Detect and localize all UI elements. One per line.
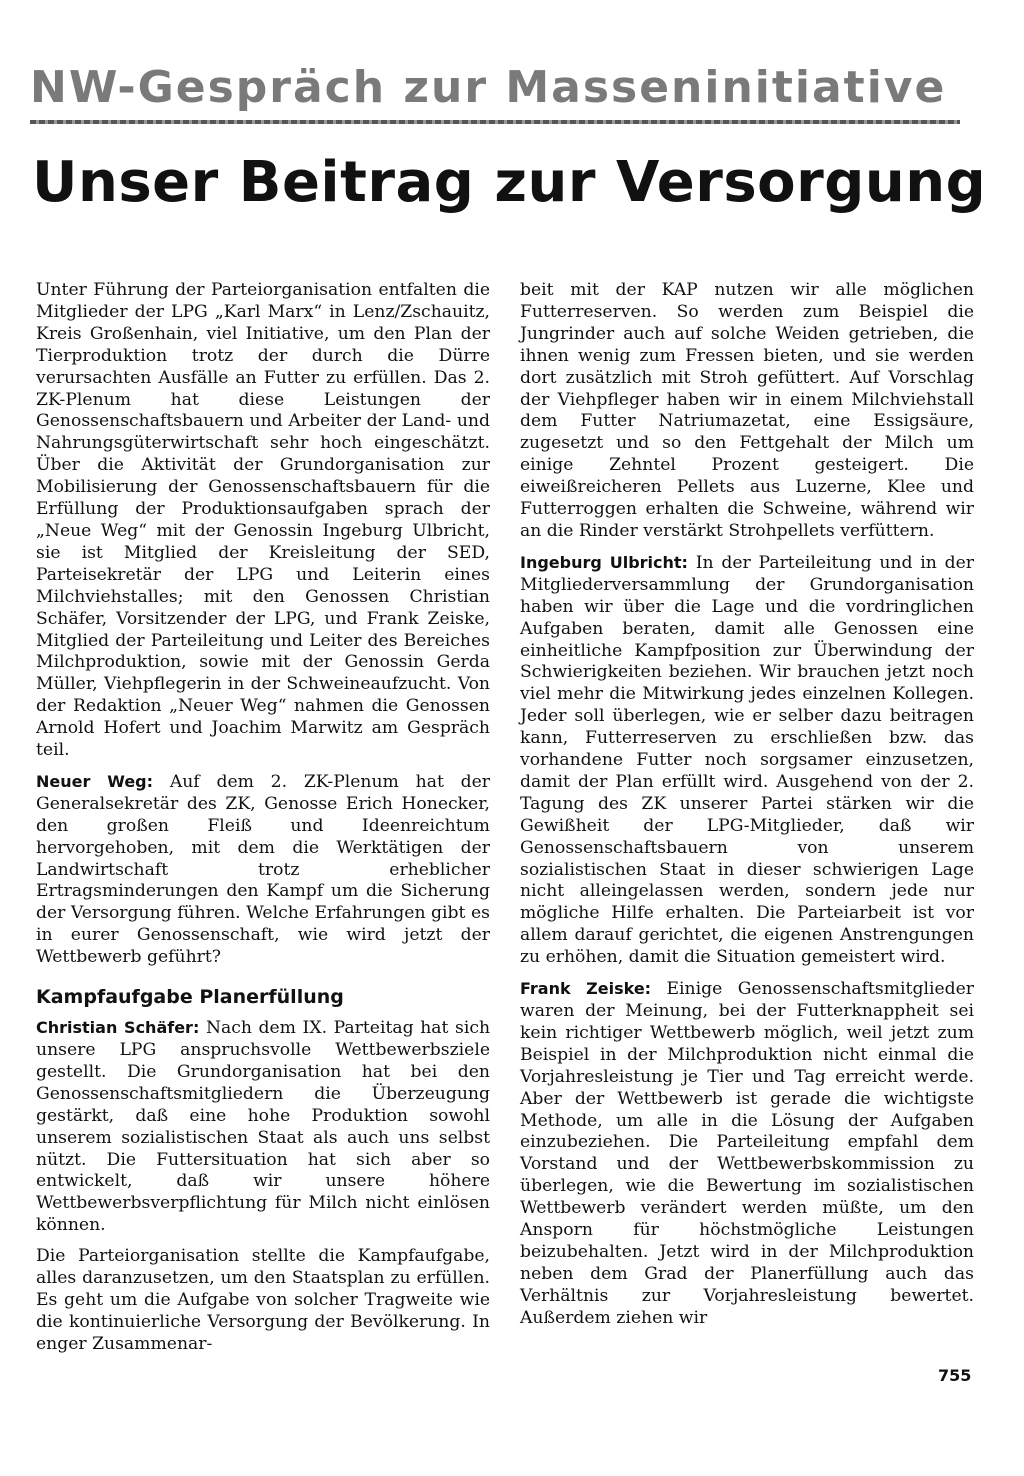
speaker-label: Ingeburg Ulbricht: bbox=[520, 552, 688, 572]
article-headline: Unser Beitrag zur Versorgung bbox=[32, 150, 987, 215]
speaker-label: Christian Schäfer: bbox=[36, 1018, 200, 1038]
answer-paragraph bbox=[36, 1017, 490, 1237]
answer-paragraph-continued: Die Parteiorganisation stellte die Kampfaufgabe, alles daranzusetzen, um den Staatsplan zu erfüllen. Es geht um die Aufgabe von solcher Tragweite wie die kontinuierliche Versorgung der Bevölkerung. In enger Zusammenar- bbox=[36, 1246, 490, 1354]
series-kicker: NW-Gespräch zur Masseninitiative bbox=[30, 62, 947, 113]
question-text: Auf dem 2. ZK-Plenum hat der Generalsekretär des ZK, Genosse Erich Honecker, den großen Fleiß und Ideenreichtum hervorgehoben, mit dem die Werktätigen der Landwirtschaft trotz erheblicher Ertragsminderungen den Kampf um die Sicherung der Versorgung führen. Welche Erfahrungen gibt es in eurer Genossenschaft, wie wird jetzt der Wettbewerb geführt? bbox=[36, 771, 491, 968]
column-right bbox=[520, 280, 974, 1330]
answer-paragraph-continuation: beit mit der KAP nutzen wir alle möglichen Futterreserven. So werden zum Beispiel die Jungrinder auch auf solche Weiden getrieben, die ihnen wenig zum Fressen bieten, und sie werden dort zusätzlich mit Stroh gefüttert. Auf Vorschlag der Viehpfleger haben wir in einem Milchviehstall dem Futter Natriumazetat, eine Essigsäure, zugesetzt und so den Fettgehalt der Milch um einige Zehntel Prozent gesteigert. Die eiweißreicheren Pellets aus Luzerne, Klee und Futterroggen erhalten die Schweine, während wir an die Rinder verstärkt Strohpellets verfüttern. bbox=[520, 280, 974, 541]
speaker-label: Frank Zeiske: bbox=[520, 979, 652, 999]
answer-text: Einige Genossenschaftsmitglieder waren der Meinung, bei der Futterknappheit sei kein richtiger Wettbewerb möglich, weil jetzt zum Beispiel in der Milchproduktion nicht einmal die Vorjahresleistung je Tier und Tag erreicht werde. Aber der Wettbewerb ist gerade die wichtigste Methode, um alle in die Lösung der Aufgaben einzubeziehen. Die Parteileitung empfahl dem Vorstand und der Wettbewerbskommission zu überlegen, wie die Bewertung im sozialistischen Wettbewerb verändert werden müßte, um den Ansporn für höchstmögliche Leistungen beizubehalten. Jetzt wird in der Milchproduktion neben dem Grad der Planerfüllung auch das Verhältnis zur Vorjahresleistung bewertet. Außerdem ziehen wir bbox=[520, 979, 975, 1328]
column-left bbox=[36, 280, 490, 1356]
answer-paragraph bbox=[520, 978, 974, 1330]
speaker-label: Neuer Weg: bbox=[36, 771, 154, 791]
answer-paragraph bbox=[520, 552, 974, 969]
answer-text: In der Parteileitung und in der Mitgliederversammlung der Grundorganisation haben wir über die Lage und die vordringlichen Aufgaben beraten, damit alle Genossen eine einheitliche Kampfposition zur Überwindung der Schwierigkeiten beziehen. Wir brauchen jetzt noch viel mehr die Mitwirkung jedes einzelnen Kollegen. Jeder soll überlegen, wie er selber dazu beitragen kann, Futterreserven zu erschließen bzw. das vorhandene Futter noch sorgsamer einzusetzen, damit der Plan erfüllt wird. Ausgehend von der 2. Tagung des ZK unserer Partei stärken wir die Gewißheit der LPG-Mitglieder, daß wir Genossenschaftsbauern von unserem sozialistischen Staat in dieser schwierigen Lage nicht alleingelassen werden, sondern jede nur mögliche Hilfe erhalten. Die Parteiarbeit ist vor allem darauf gerichtet, die eigenen Anstrengungen zu erhöhen, damit die Situation gemeistert wird. bbox=[520, 552, 974, 968]
intro-paragraph: Unter Führung der Parteiorganisation entfalten die Mitglieder der LPG „Karl Marx“ in Lenz/Zschauitz, Kreis Großenhain, viel Initiative, um den Plan der Tierproduktion trotz der durch die Dürre verursachten Ausfälle an Futter zu erfüllen. Das 2. ZK-Plenum hat diese Leistungen der Genossenschaftsbauern und Arbeiter der Land- und Nahrungsgüterwirtschaft sehr hoch eingeschätzt. Über die Aktivität der Grundorganisation zur Mobilisierung der Genossenschaftsbauern für die Erfüllung der Produktionsaufgaben sprach der „Neue Weg“ mit der Genossin Ingeburg Ulbricht, sie ist Mitglied der Kreisleitung der SED, Parteisekretär der LPG und Leiterin eines Milchviehstalles; mit den Genossen Christian Schäfer, Vorsitzender der LPG, und Frank Zeiske, Mitglied der Parteileitung und Leiter des Bereiches Milchproduktion, sowie mit der Genossin Gerda Müller, Viehpflegerin in der Schweineaufzucht. Von der Redaktion „Neuer Weg“ nahmen die Genossen Arnold Hofert und Joachim Marwitz am Gespräch teil. bbox=[36, 280, 490, 761]
answer-text: Nach dem IX. Parteitag hat sich unsere LPG anspruchsvolle Wettbewerbsziele gestellt. Die Grundorganisation hat bei den Genossenschaftsmitgliedern die Überzeugung gestärkt, daß eine hohe Produktion sowohl unserem sozialistischen Staat als auch uns selbst nützt. Die Futtersituation hat sich aber so entwickelt, daß wir unsere höhere Wettbewerbsverpflichtung für Milch nicht einlösen können. bbox=[36, 1018, 491, 1236]
page-number: 755 bbox=[938, 1366, 972, 1385]
question-paragraph bbox=[36, 771, 490, 969]
section-subhead: Kampfaufgabe Planerfüllung bbox=[36, 986, 344, 1009]
kicker-rule bbox=[30, 120, 960, 124]
